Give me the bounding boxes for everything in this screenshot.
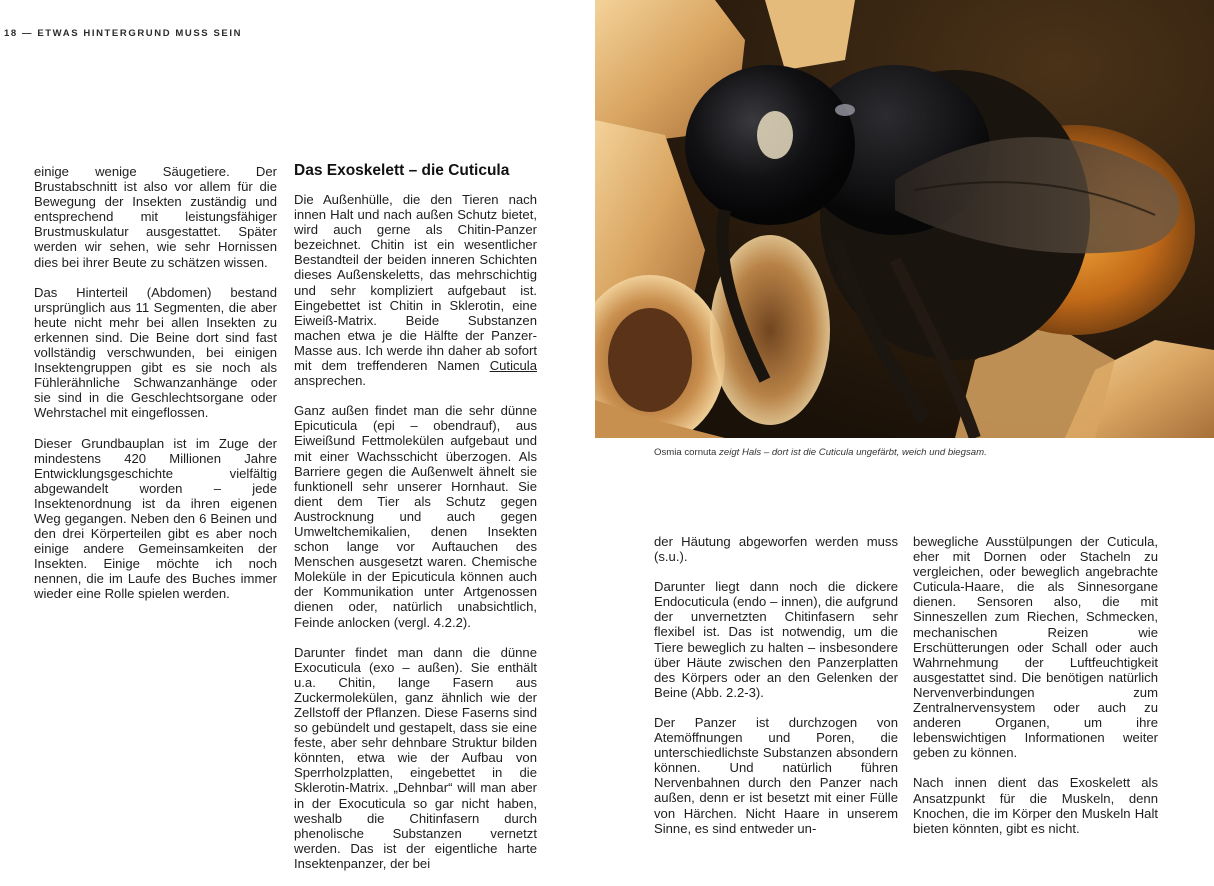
text-column-4	[913, 534, 1158, 851]
paragraph: Der Panzer ist durchzogen von Atemöffnungen und Poren, die unterschiedlichste Substanzen absondern können. Und natürlich führen Nervenbahnen durch den Panzer nach außen, denn er ist besetzt mit einer Fülle von Härchen. Nicht Haare in unserem Sinne, es sind entweder un-	[654, 714, 898, 836]
paragraph: Darunter liegt dann noch die dickere Endocuticula (endo – innen), die aufgrund der unvernetzten Chitinfasern sehr flexibel ist. Das ist notwendig, um die Tiere beweglich zu halten – insbesondere über Häute zwischen den Panzerplatten des Körpers oder an den Gelenken der Beine (Abb. 2.2-3).	[654, 579, 898, 700]
photo-caption	[654, 447, 987, 458]
paragraph: Dieser Grundbauplan ist im Zuge der mindestens 420 Millionen Jahre Entwicklungsgeschichte vielfältig abgewandelt worden – jede Insektenordnung ist da ihren eigenen Weg gegangen. Neben den 6 Beinen und den drei Körperteilen gibt es aber noch einige andere Gemeinsamkeiten der Insekten. Einige möchte ich noch nennen, die im Laufe des Buches immer wieder eine Rolle spielen werden.	[34, 435, 277, 602]
paragraph: bewegliche Ausstülpungen der Cuticula, eher mit Dornen oder Stacheln zu vergleichen, oder beweglich angebrachte Cuticula-Haare, die als Sinnesorgane dienen. Sensoren also, die mit Sinneszellen zum Riechen, Schmecken, mechanischen Reizen wie Erschütterungen oder Schall oder auch Wahrnehmung der Luftfeuchtigkeit ausgestattet sind. Die benötigen natürlich Nervenverbindungen zum Zentralnervensystem oder auch zu anderen Organen, um ihre lebenswichtigen Informationen weiter geben zu können.	[913, 534, 1158, 761]
text-column-3	[654, 534, 898, 851]
section-heading: Das Exoskelett – die Cuticula	[294, 162, 510, 179]
bee-photo-illustration	[595, 0, 1214, 438]
paragraph	[294, 192, 537, 388]
underlined-term: Cuticula	[489, 358, 537, 374]
caption-species: Osmia cornuta	[654, 447, 717, 458]
paragraph: Das Hinterteil (Abdomen) bestand ursprünglich aus 11 Segmenten, die aber heute nicht mehr bei allen Insekten zu erkennen sind. Die Beine dort sind fast vollständig verschwunden, bei einigen Insektengruppen gibt es sie noch als Fühlerähnliche Schwanzanhänge oder sie sind in die Geschlechtsorgane oder Wehrstachel mit eingeflossen.	[34, 284, 277, 421]
bee-photo	[595, 0, 1214, 438]
paragraph: Nach innen dient das Exoskelett als Ansatzpunkt für die Muskeln, denn Knochen, die im Körper den Muskeln Halt bieten könnten, gibt es nicht.	[913, 775, 1158, 836]
paragraph: Ganz außen findet man die sehr dünne Epicuticula (epi – obendrauf), aus Eiweißund Fettmolekülen aufgebaut und mit einer Wachsschicht überzogen. Als Barriere gegen die Außenwelt ähnelt sie funktionell sehr unserer Hornhaut. Sie dient dem Tier als Schutz gegen Austrocknung und auch gegen Umweltchemikalien, denen Insekten schon lange vor Auftauchen des Menschen ausgesetzt waren. Chemische Moleküle in der Epicuticula können auch der Kommunikation unter Artgenossen dienen oder, natürlich unabsichtlich, Feinde anlocken (vergl. 4.2.2).	[294, 403, 537, 630]
text-column-1	[34, 164, 277, 617]
paragraph-text: ansprechen.	[294, 373, 367, 389]
running-header: 18 — ETWAS HINTERGRUND MUSS SEIN	[4, 28, 243, 39]
text-column-2	[294, 162, 537, 886]
caption-text: zeigt Hals – dort ist die Cuticula ungefärbt, weich und biegsam.	[716, 447, 987, 458]
paragraph: einige wenige Säugetiere. Der Brustabschnitt ist also vor allem für die Bewegung der Insekten zuständig und entsprechend mit leistungsfähiger Brustmuskulatur ausgestattet. Später werden wir sehen, wie sehr Hornissen dies bei ihrer Beute zu schätzen wissen.	[34, 164, 277, 270]
paragraph-text: Die Außenhülle, die den Tieren nach innen Halt und nach außen Schutz bietet, wird auch gerne als Chitin-Panzer bezeichnet. Chitin ist ein wesentlicher Bestandteil der beiden inneren Schichten dieses Außenskeletts, das mehrschichtig und sehr kompliziert aufgebaut ist. Eingebettet ist Chitin in Sklerotin, eine Eiweiß-Matrix. Beide Substanzen machen etwa je die Hälfte der Panzer-Masse aus. Ich werde ihn daher ab sofort mit dem treffenderen Namen	[294, 192, 537, 374]
paragraph: der Häutung abgeworfen werden muss (s.u.).	[654, 534, 898, 565]
paragraph: Darunter findet man dann die dünne Exocuticula (exo – außen). Sie enthält u.a. Chitin, lange Fasern aus Zuckermolekülen, ganz ähnlich wie der Zellstoff der Pflanzen. Diese Faserns sind so gebündelt und gestapelt, dass sie eine feste, aber sehr dehnbare Struktur bilden könnten, etwa wie der Aufbau von Sperrholzplatten, eingebettet in die Sklerotin-Matrix. „Dehnbar“ will man aber in der Exocuticula so gar nicht haben, weshalb die Chitinfasern durch phenolische Substanzen vernetzt werden. Das ist der eigentliche harte Insektenpanzer, der bei	[294, 644, 537, 871]
